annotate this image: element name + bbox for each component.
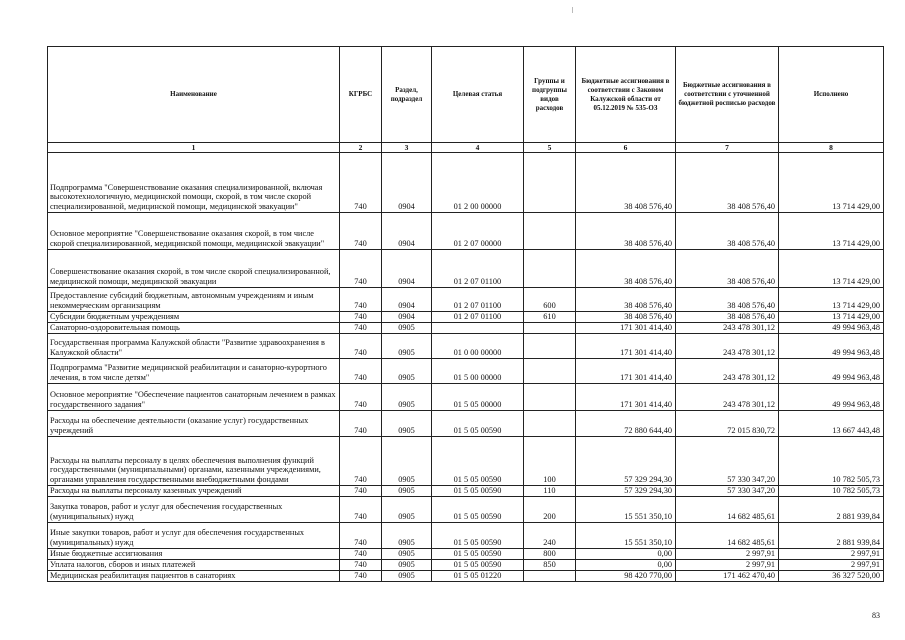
row-name: Совершенствование оказания скорой, в том числе скорой специализированной, медицинской помощи, медицинской эвакуации bbox=[48, 250, 340, 288]
row-section: 0905 bbox=[382, 523, 432, 549]
col-number: 1 bbox=[48, 143, 340, 153]
row-target: 01 5 05 01220 bbox=[432, 571, 524, 582]
header-section: Раздел, подраздел bbox=[382, 47, 432, 143]
table-row bbox=[48, 334, 884, 359]
table-row bbox=[48, 437, 884, 486]
row-refined: 57 330 347,20 bbox=[676, 437, 779, 486]
table-row bbox=[48, 497, 884, 523]
row-executed: 13 714 429,00 bbox=[779, 288, 884, 312]
page-number: 83 bbox=[872, 611, 880, 620]
row-executed: 2 881 939,84 bbox=[779, 523, 884, 549]
row-name: Закупка товаров, работ и услуг для обеспечения государственных (муниципальных) нужд bbox=[48, 497, 340, 523]
row-group bbox=[524, 359, 576, 384]
row-refined: 14 682 485,61 bbox=[676, 497, 779, 523]
row-group bbox=[524, 213, 576, 250]
table-row bbox=[48, 560, 884, 571]
header-target: Целевая статья bbox=[432, 47, 524, 143]
row-executed: 10 782 505,73 bbox=[779, 486, 884, 497]
header-refined: Бюджетные ассигнования в соответствии с уточненной бюджетной росписью расходов bbox=[676, 47, 779, 143]
table-row bbox=[48, 523, 884, 549]
row-group: 200 bbox=[524, 497, 576, 523]
row-name: Основное мероприятие "Совершенствование оказания скорой, в том числе скорой специализированной, медицинской помощи, медицинской эвакуации" bbox=[48, 213, 340, 250]
row-law: 15 551 350,10 bbox=[576, 523, 676, 549]
table-row bbox=[48, 549, 884, 560]
row-law: 0,00 bbox=[576, 549, 676, 560]
row-executed: 49 994 963,48 bbox=[779, 359, 884, 384]
row-law: 98 420 770,00 bbox=[576, 571, 676, 582]
row-section: 0905 bbox=[382, 359, 432, 384]
row-executed: 49 994 963,48 bbox=[779, 334, 884, 359]
row-name: Иные закупки товаров, работ и услуг для обеспечения государственных (муниципальных) нужд bbox=[48, 523, 340, 549]
row-executed: 13 667 443,48 bbox=[779, 411, 884, 437]
row-group bbox=[524, 384, 576, 411]
row-kgrbs: 740 bbox=[340, 250, 382, 288]
row-target: 01 5 05 00590 bbox=[432, 497, 524, 523]
row-kgrbs: 740 bbox=[340, 213, 382, 250]
row-name: Подпрограмма "Развитие медицинской реабилитации и санаторно-курортного лечения, в том числе детям" bbox=[48, 359, 340, 384]
row-kgrbs: 740 bbox=[340, 359, 382, 384]
row-section: 0905 bbox=[382, 560, 432, 571]
row-section: 0905 bbox=[382, 497, 432, 523]
table-row bbox=[48, 323, 884, 334]
col-number: 7 bbox=[676, 143, 779, 153]
col-number: 5 bbox=[524, 143, 576, 153]
row-section: 0904 bbox=[382, 213, 432, 250]
row-group: 240 bbox=[524, 523, 576, 549]
row-refined: 2 997,91 bbox=[676, 560, 779, 571]
table-row bbox=[48, 571, 884, 582]
column-number-row bbox=[48, 143, 884, 153]
row-section: 0904 bbox=[382, 153, 432, 213]
row-law: 38 408 576,40 bbox=[576, 288, 676, 312]
row-refined: 243 478 301,12 bbox=[676, 323, 779, 334]
col-number: 2 bbox=[340, 143, 382, 153]
row-kgrbs: 740 bbox=[340, 384, 382, 411]
row-kgrbs: 740 bbox=[340, 560, 382, 571]
row-section: 0905 bbox=[382, 323, 432, 334]
row-law: 38 408 576,40 bbox=[576, 213, 676, 250]
row-kgrbs: 740 bbox=[340, 312, 382, 323]
row-target: 01 5 05 00590 bbox=[432, 411, 524, 437]
row-law: 57 329 294,30 bbox=[576, 486, 676, 497]
row-refined: 38 408 576,40 bbox=[676, 312, 779, 323]
col-number: 6 bbox=[576, 143, 676, 153]
row-name: Иные бюджетные ассигнования bbox=[48, 549, 340, 560]
row-target: 01 2 07 01100 bbox=[432, 250, 524, 288]
header-group: Группы и подгруппы видов расходов bbox=[524, 47, 576, 143]
row-refined: 57 330 347,20 bbox=[676, 486, 779, 497]
row-refined: 243 478 301,12 bbox=[676, 359, 779, 384]
header-law: Бюджетные ассигнования в соответствии с Законом Калужской области от 05.12.2019 № 535-ОЗ bbox=[576, 47, 676, 143]
row-target: 01 2 00 00000 bbox=[432, 153, 524, 213]
row-target: 01 5 00 00000 bbox=[432, 359, 524, 384]
row-target bbox=[432, 323, 524, 334]
row-name: Санаторно-оздоровительная помощь bbox=[48, 323, 340, 334]
row-group: 800 bbox=[524, 549, 576, 560]
row-executed: 13 714 429,00 bbox=[779, 312, 884, 323]
row-target: 01 5 05 00590 bbox=[432, 486, 524, 497]
row-group bbox=[524, 571, 576, 582]
row-section: 0905 bbox=[382, 334, 432, 359]
row-kgrbs: 740 bbox=[340, 153, 382, 213]
row-kgrbs: 740 bbox=[340, 411, 382, 437]
row-group bbox=[524, 411, 576, 437]
row-target: 01 2 07 01100 bbox=[432, 312, 524, 323]
row-section: 0905 bbox=[382, 384, 432, 411]
row-group: 110 bbox=[524, 486, 576, 497]
row-group bbox=[524, 250, 576, 288]
row-refined: 38 408 576,40 bbox=[676, 213, 779, 250]
row-name: Подпрограмма "Совершенствование оказания специализированной, включая высокотехнологичную, медицинской помощи, скорой, в том числе скорой специализированной, медицинской помощи, медицинской эвакуации" bbox=[48, 153, 340, 213]
row-kgrbs: 740 bbox=[340, 549, 382, 560]
row-law: 38 408 576,40 bbox=[576, 250, 676, 288]
row-group: 610 bbox=[524, 312, 576, 323]
row-executed: 49 994 963,48 bbox=[779, 384, 884, 411]
row-law: 15 551 350,10 bbox=[576, 497, 676, 523]
row-law: 38 408 576,40 bbox=[576, 153, 676, 213]
row-executed: 13 714 429,00 bbox=[779, 250, 884, 288]
row-law: 171 301 414,40 bbox=[576, 323, 676, 334]
row-target: 01 5 05 00590 bbox=[432, 523, 524, 549]
row-section: 0905 bbox=[382, 549, 432, 560]
row-name: Основное мероприятие "Обеспечение пациентов санаторным лечением в рамках государственного задания" bbox=[48, 384, 340, 411]
row-executed: 2 881 939,84 bbox=[779, 497, 884, 523]
col-number: 4 bbox=[432, 143, 524, 153]
row-kgrbs: 740 bbox=[340, 497, 382, 523]
row-kgrbs: 740 bbox=[340, 486, 382, 497]
row-name: Предоставление субсидий бюджетным, автономным учреждениям и иным некоммерческим организациям bbox=[48, 288, 340, 312]
row-law: 38 408 576,40 bbox=[576, 312, 676, 323]
row-kgrbs: 740 bbox=[340, 334, 382, 359]
row-refined: 14 682 485,61 bbox=[676, 523, 779, 549]
row-section: 0905 bbox=[382, 411, 432, 437]
row-executed: 13 714 429,00 bbox=[779, 153, 884, 213]
table-row bbox=[48, 486, 884, 497]
row-target: 01 5 05 00590 bbox=[432, 549, 524, 560]
row-section: 0904 bbox=[382, 288, 432, 312]
row-kgrbs: 740 bbox=[340, 288, 382, 312]
row-name: Медицинская реабилитация пациентов в санаториях bbox=[48, 571, 340, 582]
row-group: 600 bbox=[524, 288, 576, 312]
table-row bbox=[48, 213, 884, 250]
row-executed: 2 997,91 bbox=[779, 549, 884, 560]
table-row bbox=[48, 153, 884, 213]
row-law: 0,00 bbox=[576, 560, 676, 571]
header-row bbox=[48, 47, 884, 143]
row-kgrbs: 740 bbox=[340, 323, 382, 334]
row-name: Расходы на выплаты персоналу казенных учреждений bbox=[48, 486, 340, 497]
row-refined: 243 478 301,12 bbox=[676, 384, 779, 411]
row-law: 72 880 644,40 bbox=[576, 411, 676, 437]
row-executed: 10 782 505,73 bbox=[779, 437, 884, 486]
row-law: 57 329 294,30 bbox=[576, 437, 676, 486]
row-refined: 243 478 301,12 bbox=[676, 334, 779, 359]
row-refined: 2 997,91 bbox=[676, 549, 779, 560]
row-law: 171 301 414,40 bbox=[576, 359, 676, 384]
col-number: 3 bbox=[382, 143, 432, 153]
row-group: 850 bbox=[524, 560, 576, 571]
row-refined: 38 408 576,40 bbox=[676, 250, 779, 288]
row-target: 01 0 00 00000 bbox=[432, 334, 524, 359]
row-kgrbs: 740 bbox=[340, 571, 382, 582]
row-section: 0904 bbox=[382, 250, 432, 288]
header-executed: Исполнено bbox=[779, 47, 884, 143]
row-section: 0904 bbox=[382, 312, 432, 323]
row-section: 0905 bbox=[382, 437, 432, 486]
row-name: Уплата налогов, сборов и иных платежей bbox=[48, 560, 340, 571]
row-law: 171 301 414,40 bbox=[576, 334, 676, 359]
row-refined: 72 015 830,72 bbox=[676, 411, 779, 437]
row-group bbox=[524, 153, 576, 213]
table-row bbox=[48, 411, 884, 437]
header-name: Наименование bbox=[48, 47, 340, 143]
row-executed: 13 714 429,00 bbox=[779, 213, 884, 250]
row-section: 0905 bbox=[382, 571, 432, 582]
row-section: 0905 bbox=[382, 486, 432, 497]
row-target: 01 5 05 00590 bbox=[432, 437, 524, 486]
header-kgrbs: КГРБС bbox=[340, 47, 382, 143]
row-refined: 171 462 470,40 bbox=[676, 571, 779, 582]
row-name: Субсидии бюджетным учреждениям bbox=[48, 312, 340, 323]
row-target: 01 2 07 01100 bbox=[432, 288, 524, 312]
row-name: Расходы на выплаты персоналу в целях обеспечения выполнения функций государственными (муниципальными) органами, казенными учреждениями, органами управления государственными внебюджетными фондами bbox=[48, 437, 340, 486]
row-target: 01 2 07 00000 bbox=[432, 213, 524, 250]
table-row bbox=[48, 250, 884, 288]
budget-table bbox=[47, 46, 884, 582]
row-group bbox=[524, 323, 576, 334]
row-kgrbs: 740 bbox=[340, 523, 382, 549]
scan-mark bbox=[572, 7, 573, 13]
table-row bbox=[48, 312, 884, 323]
row-group bbox=[524, 334, 576, 359]
row-executed: 2 997,91 bbox=[779, 560, 884, 571]
row-executed: 36 327 520,00 bbox=[779, 571, 884, 582]
row-group: 100 bbox=[524, 437, 576, 486]
row-refined: 38 408 576,40 bbox=[676, 153, 779, 213]
row-refined: 38 408 576,40 bbox=[676, 288, 779, 312]
table-row bbox=[48, 359, 884, 384]
row-executed: 49 994 963,48 bbox=[779, 323, 884, 334]
row-law: 171 301 414,40 bbox=[576, 384, 676, 411]
row-kgrbs: 740 bbox=[340, 437, 382, 486]
row-target: 01 5 05 00000 bbox=[432, 384, 524, 411]
table-row bbox=[48, 384, 884, 411]
row-name: Расходы на обеспечение деятельности (оказание услуг) государственных учреждений bbox=[48, 411, 340, 437]
row-target: 01 5 05 00590 bbox=[432, 560, 524, 571]
row-name: Государственная программа Калужской области "Развитие здравоохранения в Калужской области" bbox=[48, 334, 340, 359]
table-row bbox=[48, 288, 884, 312]
col-number: 8 bbox=[779, 143, 884, 153]
